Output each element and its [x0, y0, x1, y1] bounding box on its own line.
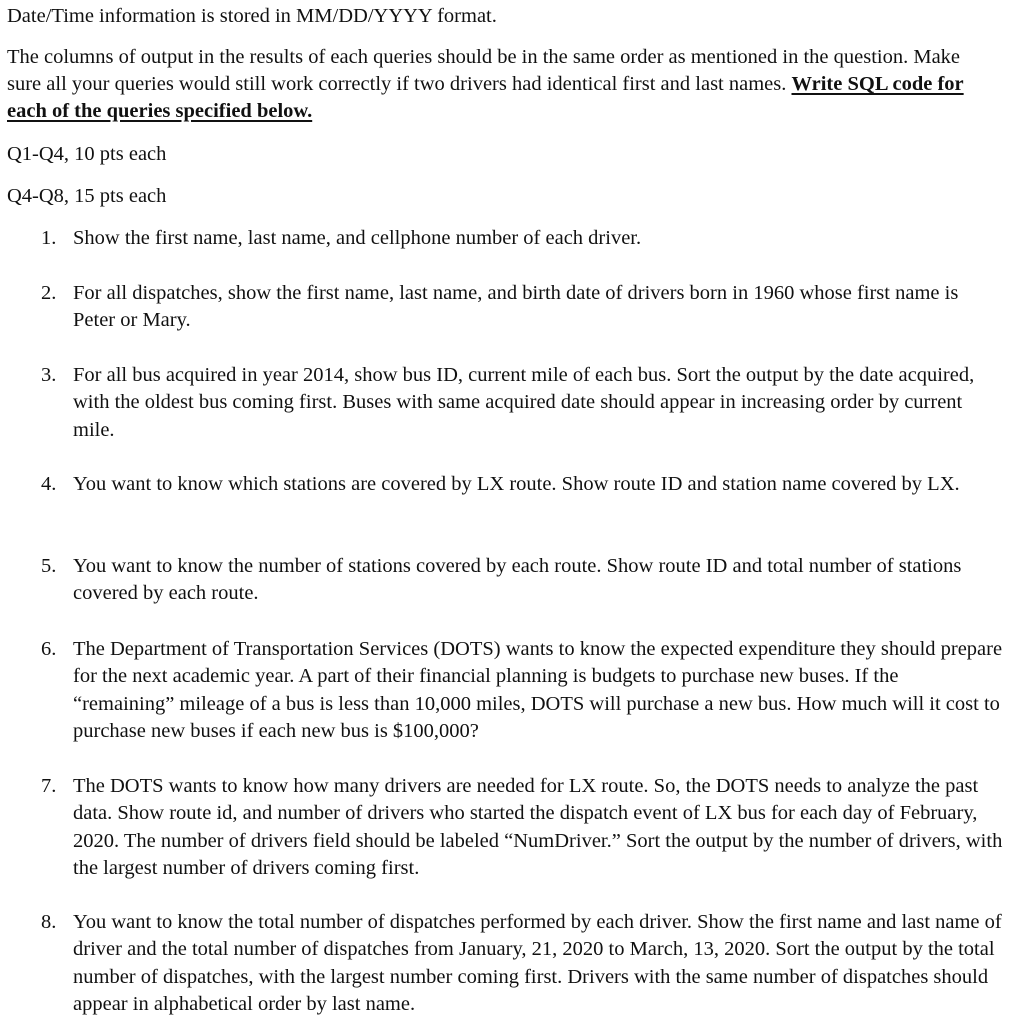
- question-number: 5.: [41, 555, 57, 577]
- question-text: For all bus acquired in year 2014, show bus ID, current mile of each bus. Sort the output by the date acquired, with the oldest bus coming first. Buses with same acquired date should appear in increasing order by current mile.: [73, 364, 975, 441]
- question-text: You want to know which stations are covered by LX route. Show route ID and station name covered by LX.: [73, 473, 960, 495]
- question-text: You want to know the number of stations covered by each route. Show route ID and total number of stations covered by each route.: [73, 555, 962, 605]
- question-number: 1.: [41, 227, 57, 249]
- emphasis-instruction: Write SQL code for each of the queries specified below.: [7, 73, 964, 122]
- question-number: 7.: [41, 775, 57, 797]
- question-number: 6.: [41, 638, 57, 660]
- instructions-paragraph: [7, 44, 997, 125]
- date-format-note: Date/Time information is stored in MM/DD/YYYY format.: [7, 5, 497, 27]
- question-text: You want to know the total number of dispatches performed by each driver. Show the first name and last name of driver and the total number of dispatches from January, 21, 2020 to March, 13, 2020. Sort the output by the total number of dispatches, with the largest number coming first. Drivers with the same number of dispatches should appear in alphabetical order by last name.: [73, 911, 1002, 1015]
- question-text: Show the first name, last name, and cellphone number of each driver.: [73, 227, 642, 249]
- question-number: 3.: [41, 364, 57, 386]
- question-text: For all dispatches, show the first name, last name, and birth date of drivers born in 1960 whose first name is Peter or Mary.: [73, 282, 959, 332]
- question-text: The DOTS wants to know how many drivers are needed for LX route. So, the DOTS needs to analyze the past data. Show route id, and number of drivers who started the dispatch event of LX bus for each day of February, 2020. The number of drivers field should be labeled “NumDriver.” Sort the output by the number of drivers, with the largest number of drivers coming first.: [73, 775, 1003, 879]
- points-q1-q4: Q1-Q4, 10 pts each: [7, 143, 167, 165]
- points-q4-q8: Q4-Q8, 15 pts each: [7, 185, 167, 207]
- question-number: 4.: [41, 473, 57, 495]
- question-number: 2.: [41, 282, 57, 304]
- question-text: The Department of Transportation Services (DOTS) wants to know the expected expenditure they should prepare for the next academic year. A part of their financial planning is budgets to purchase new buses. If the “remaining” mileage of a bus is less than 10,000 miles, DOTS will purchase a new bus. How much will it cost to purchase new buses if each new bus is $100,000?: [73, 638, 1003, 742]
- instructions-text: The columns of output in the results of each queries should be in the same order as mentioned in the question. Make sure all your queries would still work correctly if two drivers had identical first and last names.: [7, 46, 961, 95]
- question-number: 8.: [41, 911, 57, 933]
